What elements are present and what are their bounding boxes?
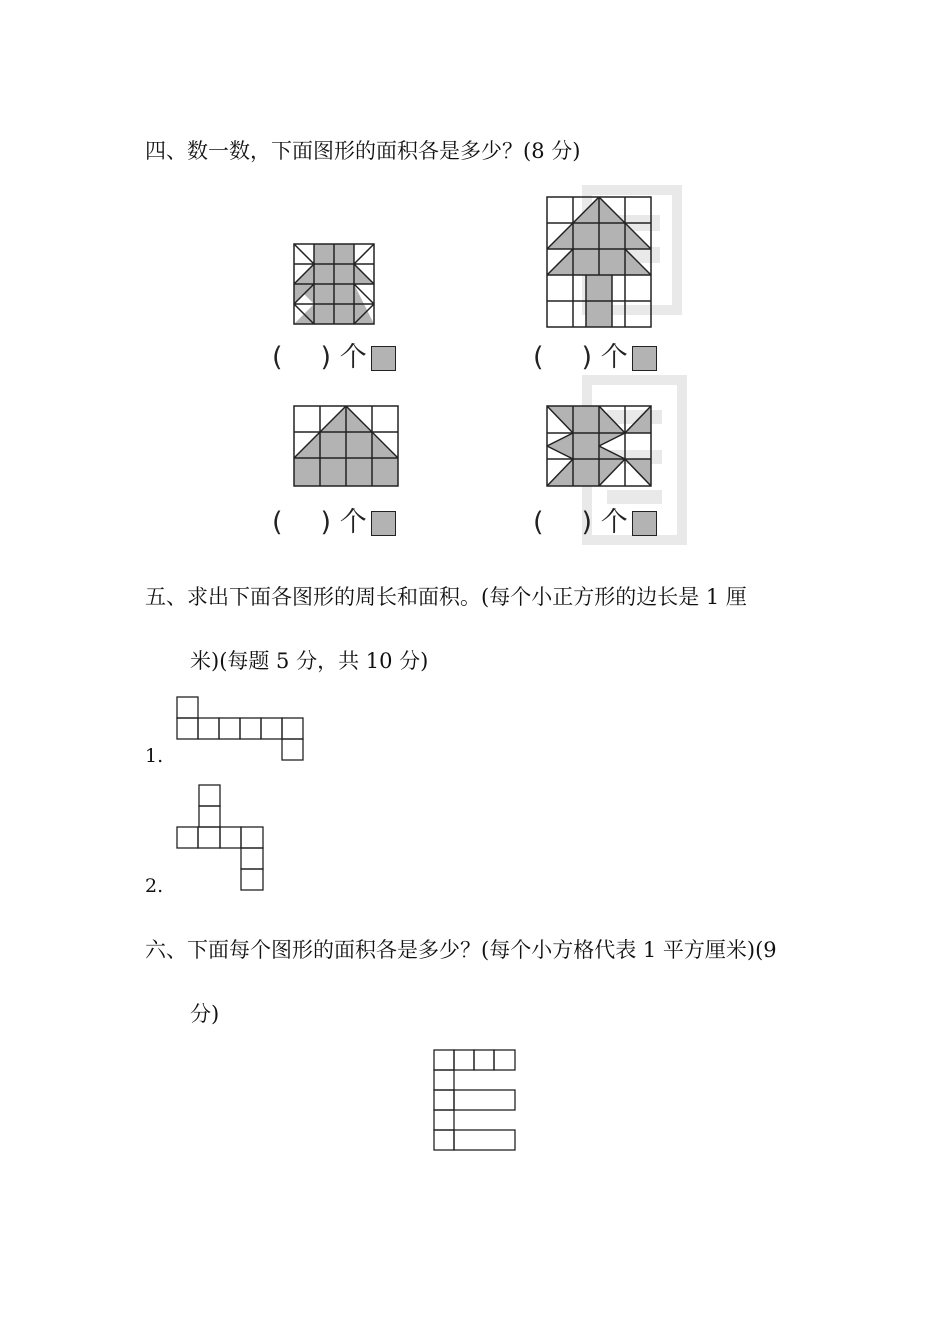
answer-open-paren: ( (533, 342, 544, 373)
answer-unit: 个 (339, 507, 367, 538)
figure-d-double-bowtie (546, 405, 654, 487)
answer-close-paren: ) (581, 507, 593, 538)
section5-heading-line2: 米)(每题 5 分，共 10 分) (190, 649, 429, 673)
figure-b-tree (546, 196, 654, 330)
unit-square-icon (632, 511, 657, 536)
section5-heading-line1: 五、求出下面各图形的周长和面积。(每个小正方形的边长是 1 厘 (145, 585, 747, 609)
unit-square-icon (371, 346, 396, 371)
grid-shape-e (433, 1049, 519, 1153)
item1-label: 1. (145, 745, 164, 767)
figure-a-answer (272, 344, 396, 371)
answer-open-paren: ( (533, 507, 544, 538)
answer-close-paren: ) (320, 507, 332, 538)
section4-heading: 四、数一数，下面图形的面积各是多少？(8 分) (145, 139, 581, 163)
answer-open-paren: ( (272, 342, 283, 373)
figure-c-roof (293, 405, 401, 487)
unit-square-icon (632, 346, 657, 371)
answer-close-paren: ) (581, 342, 593, 373)
figure-c-answer (272, 509, 396, 536)
answer-open-paren: ( (272, 507, 283, 538)
figure-d-answer (533, 509, 657, 536)
answer-unit: 个 (600, 507, 628, 538)
answer-unit: 个 (339, 342, 367, 373)
unit-square-icon (371, 511, 396, 536)
answer-unit: 个 (600, 342, 628, 373)
section6-heading-line1: 六、下面每个图形的面积各是多少？(每个小方格代表 1 平方厘米)(9 (145, 938, 777, 962)
figure-b-answer (533, 344, 657, 371)
grid-shape-2 (176, 784, 266, 894)
answer-close-paren: ) (320, 342, 332, 373)
figure-a-bowtie (293, 243, 375, 325)
section6-heading-line2: 分) (190, 1002, 220, 1026)
grid-shape-1 (176, 696, 306, 762)
item2-label: 2. (145, 875, 164, 897)
